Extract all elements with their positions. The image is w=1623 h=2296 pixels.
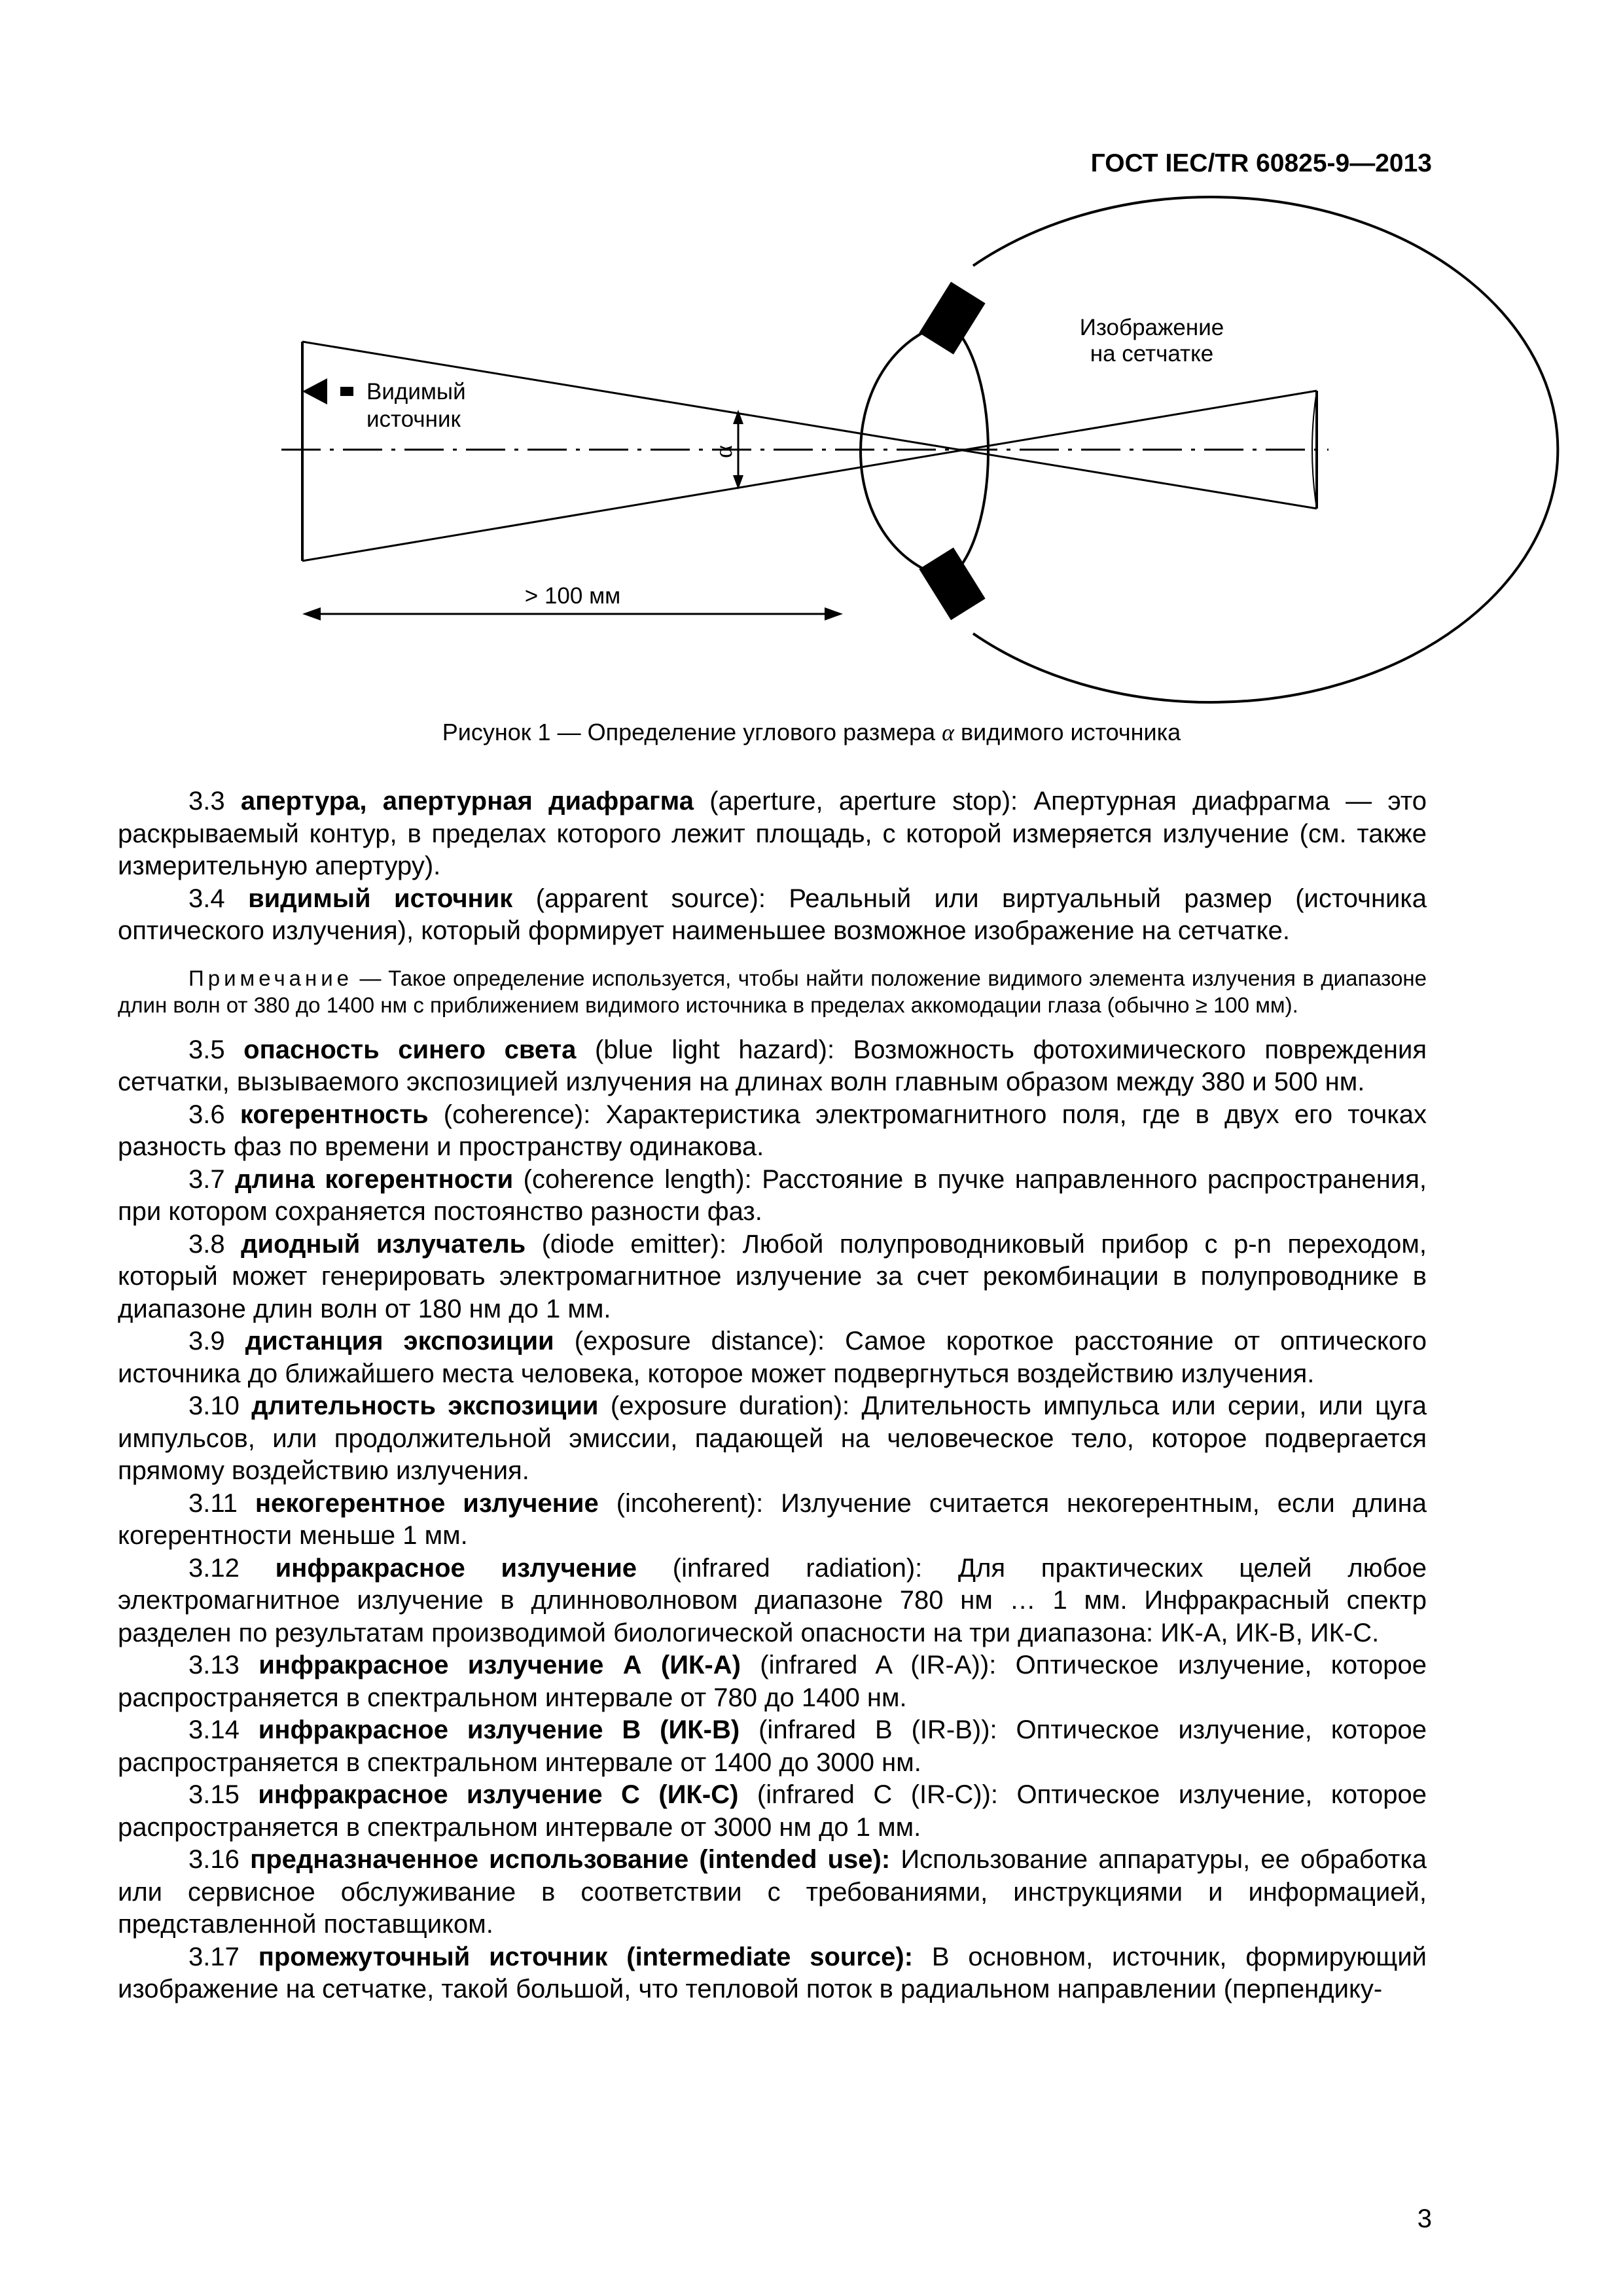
definitions-body [118, 785, 1427, 2006]
note-paragraph: Примечание — Такое определение используется, чтобы найти положение видимого элемента излучения в диапазоне длин волн от 380 до 1400 нм с приближением видимого источника в пределах аккомодации глаза (обычно ≥ 100 мм). [118, 965, 1427, 1017]
caption-suffix: видимого источника [960, 719, 1181, 745]
definition-paragraph: 3.12 инфракрасное излучение (infrared radiation): Для практических целей любое электромагнитное излучение в длинноволновом диапазоне 780 нм … 1 мм. Инфракрасный спектр разделен по результатам производимой биологической опасности на три диапазона: ИК-А, ИК-В, ИК-С. [118, 1553, 1427, 1647]
alpha-label: α [710, 445, 738, 458]
definition-paragraph: 3.4 видимый источник (apparent source): Реальный или виртуальный размер (источника оптического излучения), который формирует наименьшее возможное изображение на сетчатке. [118, 884, 1427, 945]
definition-paragraph: 3.3 апертура, апертурная диафрагма (aperture, aperture stop): Апертурная диафрагма — это раскрываемый контур, в пределах которого лежит площадь, с которой измеряется излучение (см. также измерительную апертуру). [118, 787, 1427, 880]
definition-paragraph: 3.6 когерентность (coherence): Характеристика электромагнитного поля, где в двух его точках разность фаз по времени и пространству одинакова. [118, 1100, 1427, 1161]
definition-paragraph: 3.11 некогерентное излучение (incoherent): Излучение считается некогерентным, если длина когерентности меньше 1 мм. [118, 1488, 1427, 1550]
figure-caption [0, 719, 1623, 746]
definition-paragraph: 3.9 дистанция экспозиции (exposure distance): Самое короткое расстояние от оптического источника до ближайшего места человека, которое может подвергнуться воздействию излучения. [118, 1327, 1427, 1388]
standard-header: ГОСТ IEC/TR 60825-9—2013 [1090, 149, 1432, 177]
definition-paragraph: 3.8 диодный излучатель (diode emitter): Любой полупроводниковый прибор с p-n переходом, который может генерировать электромагнитное излучение за счет рекомбинации в полупроводнике в диапазоне длин волн от 180 нм до 1 мм. [118, 1229, 1427, 1323]
definition-paragraph: 3.7 длина когерентности (coherence length): Расстояние в пучке направленного распространения, при котором сохраняется постоянство разности фаз. [118, 1164, 1427, 1226]
definition-paragraph: 3.5 опасность синего света (blue light hazard): Возможность фотохимического повреждения сетчатки, вызываемого экспозицией излучения на длинах волн главным образом между 380 и 500 нм. [118, 1035, 1427, 1096]
source-label-line2: источник [366, 406, 461, 432]
definition-paragraph: 3.13 инфракрасное излучение А (ИК-А) (infrared A (IR-A)): Оптическое излучение, которое распространяется в спектральном интервале от 780 до 1400 нм. [118, 1651, 1427, 1712]
iris-lower [919, 548, 985, 620]
definition-paragraph: 3.16 предназначенное использование (intended use): Использование аппаратуры, ее обработка или сервисное обслуживание в соответствии с требованиями, инструкциями и информацией, представленной поставщиком. [118, 1845, 1427, 1939]
source-label-line1: Видимый [366, 379, 466, 404]
figure-apparent-source-diagram [0, 0, 1623, 720]
definition-paragraph: 3.10 длительность экспозиции (exposure duration): Длительность импульса или серии, или цуга импульсов, или продолжительной эмиссии, падающей на человеческое тело, которое подвергается прямому воздействию излучения. [118, 1391, 1427, 1485]
definition-paragraph: 3.17 промежуточный источник (intermediate source): В основном, источник, формирующий изображение на сетчатке, такой большой, что тепловой поток в радиальном направлении (перпендику- [118, 1942, 1427, 2003]
eyeball-outline [973, 197, 1558, 702]
caption-symbol: α [942, 719, 954, 745]
definition-paragraph: 3.15 инфракрасное излучение С (ИК-С) (infrared C (IR-C)): Оптическое излучение, которое распространяется в спектральном интервале от 3000 нм до 1 мм. [118, 1780, 1427, 1842]
source-arrow-head [302, 378, 327, 404]
definition-paragraph: 3.14 инфракрасное излучение В (ИК-В) (infrared B (IR-B)): Оптическое излучение, которое распространяется в спектральном интервале от 1400 до 3000 нм. [118, 1715, 1427, 1777]
note-label: Примечание [188, 965, 353, 990]
image-label-line2: на сетчатке [1090, 341, 1214, 367]
iris-upper [919, 282, 985, 355]
page-number: 3 [1417, 2204, 1432, 2233]
image-label-line1: Изображение [1079, 315, 1224, 340]
distance-label: > 100 мм [524, 583, 621, 609]
caption-prefix: Рисунок 1 — Определение углового размера [442, 719, 936, 745]
